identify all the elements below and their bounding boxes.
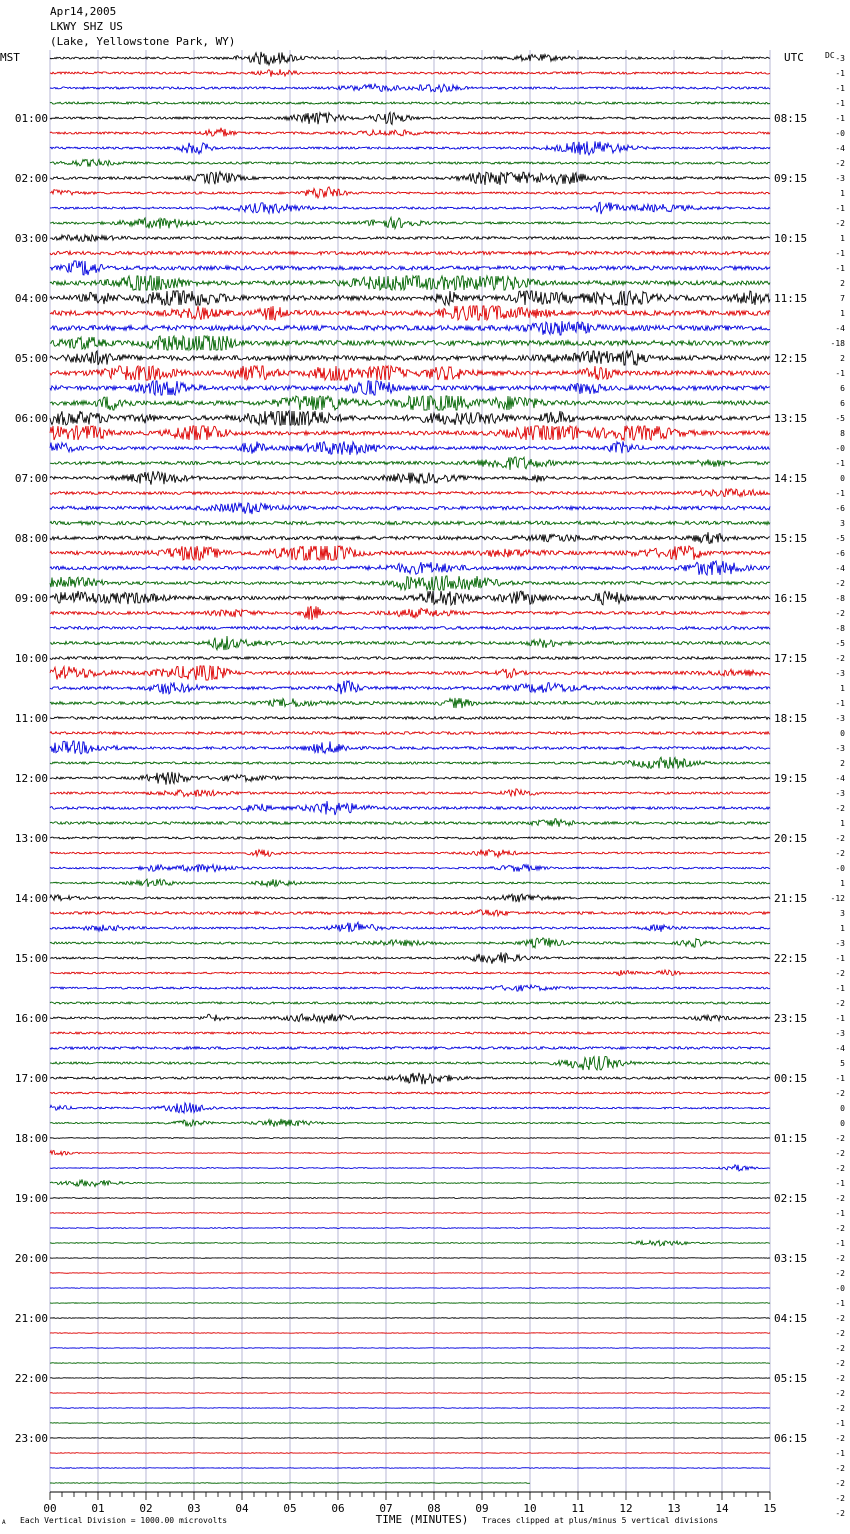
x-tick-label: 03 (187, 1502, 201, 1515)
dc-offset-label: 1 (840, 819, 845, 828)
hour-label-utc: 03:15 (774, 1252, 808, 1265)
hour-label-mst: 23:00 (14, 1432, 48, 1445)
hour-label-utc: 17:15 (774, 652, 808, 665)
seismic-trace (50, 321, 770, 335)
seismic-trace (50, 970, 770, 976)
dc-offset-label: -1 (835, 699, 845, 708)
dc-offset-label: -1 (835, 984, 845, 993)
hour-label-mst: 13:00 (14, 832, 48, 845)
seismic-trace (50, 521, 770, 525)
dc-offset-label: -1 (835, 69, 845, 78)
dc-offset-label: -2 (835, 804, 845, 813)
hour-label-mst: 16:00 (14, 1012, 48, 1025)
seismic-trace (50, 1047, 770, 1050)
x-tick-label: 00 (43, 1502, 57, 1515)
seismic-trace (50, 336, 770, 350)
hour-label-utc: 06:15 (774, 1432, 808, 1445)
dc-offset-label: 0 (840, 1119, 845, 1128)
dc-offset-label: -2 (835, 1479, 845, 1488)
seismic-trace (50, 732, 770, 735)
hour-label-mst: 21:00 (14, 1312, 48, 1325)
dc-offset-label: -3 (835, 714, 845, 723)
seismic-trace (50, 626, 770, 629)
dc-offset-label: -2 (835, 1509, 845, 1518)
seismic-trace (50, 84, 770, 92)
hour-label-utc: 01:15 (774, 1132, 808, 1145)
seismic-trace (50, 864, 770, 872)
x-tick-label: 11 (571, 1502, 585, 1515)
hour-label-mst: 03:00 (14, 232, 48, 245)
seismic-trace (50, 69, 770, 76)
dc-offset-label: -2 (835, 1404, 845, 1413)
dc-offset-label: -2 (835, 1194, 845, 1203)
hour-label-utc: 09:15 (774, 172, 808, 185)
dc-offset-label: -1 (835, 489, 845, 498)
hour-label-utc: 19:15 (774, 772, 808, 785)
seismic-trace (50, 837, 770, 839)
hour-label-mst: 10:00 (14, 652, 48, 665)
seismic-trace (50, 141, 770, 155)
x-tick-label: 15 (763, 1502, 777, 1515)
dc-offset-label: -3 (835, 1029, 845, 1038)
dc-offset-label: -2 (835, 1314, 845, 1323)
dc-offset-label: -3 (835, 669, 845, 678)
hour-label-utc: 13:15 (774, 412, 808, 425)
dc-offset-label: -2 (835, 579, 845, 588)
seismic-trace (50, 172, 770, 185)
dc-offset-label: -2 (835, 159, 845, 168)
dc-offset-label: -4 (835, 324, 845, 333)
seismic-trace (50, 1241, 770, 1246)
hour-label-mst: 07:00 (14, 472, 48, 485)
seismic-trace (50, 789, 770, 797)
seismic-trace (50, 922, 770, 932)
dc-offset-label: -2 (835, 1359, 845, 1368)
seismic-trace (50, 1138, 770, 1139)
dc-offset-label: -5 (835, 414, 845, 423)
seismic-trace (50, 1032, 770, 1034)
dc-offset-label: -2 (835, 1374, 845, 1383)
dc-offset-label: -3 (835, 174, 845, 183)
seismic-trace (50, 938, 770, 948)
hour-label-utc: 22:15 (774, 952, 808, 965)
seismic-trace (50, 1103, 770, 1113)
dc-offset-label: -2 (835, 1224, 845, 1233)
seismic-trace (50, 985, 770, 991)
seismic-trace (50, 1288, 770, 1289)
hour-label-utc: 04:15 (774, 1312, 808, 1325)
dc-offset-label: 1 (840, 234, 845, 243)
axis-labels (0, 51, 845, 1526)
seismic-trace (50, 503, 770, 514)
seismic-trace (50, 591, 770, 605)
x-tick-label: 10 (523, 1502, 537, 1515)
seismic-trace (50, 910, 770, 916)
seismic-trace (50, 1363, 770, 1364)
hour-label-utc: 08:15 (774, 112, 808, 125)
seismic-trace (50, 1318, 770, 1319)
dc-offset-label: 0 (840, 474, 845, 483)
seismic-trace (50, 291, 770, 305)
seismic-trace (50, 1073, 770, 1084)
hour-label-mst: 17:00 (14, 1072, 48, 1085)
x-tick-label: 14 (715, 1502, 729, 1515)
seismic-trace (50, 202, 770, 214)
dc-offset-label: -1 (835, 1179, 845, 1188)
seismic-trace (50, 306, 770, 320)
seismic-trace (50, 102, 770, 104)
seismic-trace (50, 52, 770, 65)
dc-offset-label: -0 (835, 129, 845, 138)
seismic-trace (50, 546, 770, 560)
hour-label-mst: 11:00 (14, 712, 48, 725)
seismic-trace (50, 251, 770, 255)
dc-offset-label: 7 (840, 294, 845, 303)
dc-offset-label: -2 (835, 219, 845, 228)
x-tick-label: 05 (283, 1502, 297, 1515)
dc-offset-label: 2 (840, 759, 845, 768)
seismic-trace (50, 1333, 770, 1334)
seismic-trace (50, 681, 770, 694)
dc-offset-label: -5 (835, 639, 845, 648)
dc-offset-label: -2 (835, 1494, 845, 1503)
header-station: LKWY SHZ US (50, 20, 123, 33)
dc-offset-label: -1 (835, 114, 845, 123)
dc-offset-label: -2 (835, 1149, 845, 1158)
hour-label-mst: 06:00 (14, 412, 48, 425)
hour-label-utc: 12:15 (774, 352, 808, 365)
hour-label-mst: 22:00 (14, 1372, 48, 1385)
dc-offset-label: -0 (835, 864, 845, 873)
seismic-trace (50, 1258, 770, 1259)
hour-label-mst: 09:00 (14, 592, 48, 605)
x-tick-label: 07 (379, 1502, 393, 1515)
dc-offset-label: -18 (830, 339, 845, 348)
dc-offset-label: -2 (835, 849, 845, 858)
dc-offset-label: -2 (835, 834, 845, 843)
hour-label-mst: 08:00 (14, 532, 48, 545)
seismic-trace (50, 819, 770, 827)
seismic-trace (50, 426, 770, 440)
seismic-trace (50, 741, 770, 754)
seismic-trace (50, 666, 770, 680)
seismic-trace (50, 381, 770, 395)
hour-label-utc: 16:15 (774, 592, 808, 605)
dc-offset-label: 6 (840, 399, 845, 408)
dc-offset-label: 6 (840, 384, 845, 393)
dc-offset-label: -1 (835, 84, 845, 93)
seismic-trace (50, 261, 770, 275)
dc-offset-label: -6 (835, 549, 845, 558)
dc-offset-label: 3 (840, 519, 845, 528)
hour-label-mst: 04:00 (14, 292, 48, 305)
seismic-trace (50, 1393, 770, 1394)
dc-offset-label: 1 (840, 924, 845, 933)
dc-offset-label: 1 (840, 309, 845, 318)
dc-offset-label: 0 (840, 729, 845, 738)
seismic-trace (50, 1002, 770, 1004)
seismic-trace (50, 187, 770, 198)
seismic-trace (50, 1453, 770, 1454)
seismic-trace (50, 879, 770, 887)
seismic-trace (50, 217, 770, 228)
footer-scale-note: Each Vertical Division = 1000.00 microvolts (20, 1516, 228, 1525)
dc-offset-label: 3 (840, 909, 845, 918)
hour-label-mst: 18:00 (14, 1132, 48, 1145)
hour-label-utc: 23:15 (774, 1012, 808, 1025)
footer-mark: A (2, 1519, 6, 1526)
dc-offset-label: -0 (835, 1284, 845, 1293)
seismic-trace (50, 1165, 770, 1171)
dc-offset-label: 5 (840, 1059, 845, 1068)
dc-offset-label: -1 (835, 99, 845, 108)
x-tick-label: 09 (475, 1502, 489, 1515)
dc-offset-label: -12 (830, 894, 845, 903)
dc-offset-label: 2 (840, 279, 845, 288)
right-axis-label: UTC (784, 51, 804, 64)
dc-offset-label: -4 (835, 564, 845, 573)
seismic-trace (50, 1378, 770, 1379)
dc-label: DC (825, 51, 835, 60)
dc-offset-label: -1 (835, 1449, 845, 1458)
seismic-trace (50, 112, 770, 124)
dc-offset-label: -2 (835, 1329, 845, 1338)
seismic-trace (50, 441, 770, 455)
seismic-trace (50, 1119, 770, 1127)
seismic-trace (50, 1438, 770, 1439)
dc-offset-label: -3 (835, 789, 845, 798)
seismic-trace (50, 128, 770, 137)
seismic-trace (50, 532, 770, 543)
dc-offset-label: 2 (840, 354, 845, 363)
seismic-trace (50, 952, 770, 963)
x-tick-label: 08 (427, 1502, 441, 1515)
seismic-trace (50, 894, 770, 902)
x-tick-label: 12 (619, 1502, 633, 1515)
dc-offset-label: -2 (835, 1344, 845, 1353)
header-location: (Lake, Yellowstone Park, WY) (50, 35, 236, 48)
dc-offset-label: -1 (835, 204, 845, 213)
seismic-trace (50, 1303, 770, 1304)
dc-offset-label: -2 (835, 609, 845, 618)
dc-offset-label: -2 (835, 1464, 845, 1473)
dc-offset-label: -8 (835, 624, 845, 633)
hour-label-mst: 02:00 (14, 172, 48, 185)
dc-offset-label: -2 (835, 1269, 845, 1278)
x-tick-label: 06 (331, 1502, 345, 1515)
hour-label-mst: 19:00 (14, 1192, 48, 1205)
dc-offset-label: -2 (835, 1089, 845, 1098)
seismic-trace (50, 1408, 770, 1409)
seismic-trace (50, 757, 770, 769)
seismic-trace (50, 1151, 770, 1156)
dc-offset-label: -5 (835, 534, 845, 543)
dc-offset-label: -6 (835, 504, 845, 513)
dc-offset-label: -2 (835, 999, 845, 1008)
dc-offset-label: -1 (835, 1419, 845, 1428)
seismic-trace (50, 411, 770, 425)
dc-offset-label: -8 (835, 594, 845, 603)
footer-clip-note: Traces clipped at plus/minus 5 vertical divisions (482, 1516, 719, 1525)
hour-label-mst: 20:00 (14, 1252, 48, 1265)
dc-offset-label: 1 (840, 189, 845, 198)
seismic-trace (50, 1228, 770, 1229)
hour-label-utc: 18:15 (774, 712, 808, 725)
seismic-trace (50, 1468, 770, 1469)
dc-offset-label: 1 (840, 684, 845, 693)
dc-offset-label: -2 (835, 654, 845, 663)
dc-offset-label: -2 (835, 1389, 845, 1398)
dc-offset-label: -4 (835, 1044, 845, 1053)
seismic-trace (50, 1273, 770, 1274)
dc-offset-label: -4 (835, 144, 845, 153)
seismic-trace (50, 772, 770, 785)
dc-offset-label: -1 (835, 954, 845, 963)
hour-label-mst: 14:00 (14, 892, 48, 905)
left-axis-label: MST (0, 51, 20, 64)
dc-offset-label: -2 (835, 1434, 845, 1443)
hour-label-mst: 12:00 (14, 772, 48, 785)
seismic-trace (50, 561, 770, 575)
dc-offset-label: 1 (840, 879, 845, 888)
seismic-trace (50, 235, 770, 242)
dc-offset-label: -1 (835, 1074, 845, 1083)
dc-offset-label: 0 (840, 1104, 845, 1113)
dc-offset-label: -1 (835, 1209, 845, 1218)
seismic-trace (50, 576, 770, 590)
hour-label-mst: 05:00 (14, 352, 48, 365)
x-tick-label: 01 (91, 1502, 105, 1515)
dc-offset-label: -2 (835, 969, 845, 978)
dc-offset-label: -3 (835, 939, 845, 948)
seismic-trace (50, 351, 770, 365)
dc-offset-label: 8 (840, 429, 845, 438)
dc-offset-label: -2 (835, 1134, 845, 1143)
hour-label-utc: 20:15 (774, 832, 808, 845)
seismic-trace (50, 1092, 770, 1094)
dc-offset-label: -1 (835, 1299, 845, 1308)
hour-label-utc: 21:15 (774, 892, 808, 905)
hour-label-utc: 10:15 (774, 232, 808, 245)
seismic-trace (50, 396, 770, 410)
seismic-trace (50, 471, 770, 484)
dc-offset-label: -3 (835, 54, 845, 63)
dc-offset-label: -1 (835, 249, 845, 258)
x-axis-title: TIME (MINUTES) (375, 1513, 469, 1526)
seismic-trace (50, 489, 770, 497)
seismic-trace (50, 1348, 770, 1349)
seismic-trace (50, 1213, 770, 1214)
x-tick-label: 04 (235, 1502, 249, 1515)
hour-label-utc: 14:15 (774, 472, 808, 485)
seismic-trace (50, 159, 770, 166)
seismic-trace (50, 606, 770, 620)
seismic-trace (50, 636, 770, 650)
hour-label-utc: 11:15 (774, 292, 808, 305)
dc-offset-label: -4 (835, 774, 845, 783)
dc-offset-label: -2 (835, 1164, 845, 1173)
dc-offset-label: -1 (835, 369, 845, 378)
seismic-trace (50, 801, 770, 815)
hour-label-utc: 02:15 (774, 1192, 808, 1205)
seismic-trace (50, 850, 770, 858)
seismic-trace (50, 657, 770, 660)
x-tick-label: 02 (139, 1502, 153, 1515)
dc-offset-label: -1 (835, 1239, 845, 1248)
hour-label-mst: 01:00 (14, 112, 48, 125)
hour-label-utc: 05:15 (774, 1372, 808, 1385)
dc-offset-label: -3 (835, 744, 845, 753)
seismic-trace (50, 276, 770, 290)
header-date: Apr14,2005 (50, 5, 117, 18)
seismic-trace (50, 717, 770, 720)
seismic-trace (50, 1198, 770, 1199)
seismic-trace (50, 1179, 770, 1186)
dc-offset-label: -1 (835, 264, 845, 273)
x-tick-label: 13 (667, 1502, 681, 1515)
minute-grid (50, 50, 770, 1492)
seismic-trace (50, 1056, 770, 1070)
hour-label-utc: 15:15 (774, 532, 808, 545)
seismic-trace (50, 1423, 770, 1424)
dc-offset-label: -0 (835, 444, 845, 453)
dc-offset-label: -1 (835, 459, 845, 468)
seismic-trace (50, 457, 770, 470)
seismic-traces (50, 52, 770, 1483)
seismic-trace (50, 366, 770, 380)
dc-offset-label: -2 (835, 1254, 845, 1263)
dc-offset-label: -1 (835, 1014, 845, 1023)
hour-label-mst: 15:00 (14, 952, 48, 965)
seismic-trace (50, 1014, 770, 1023)
hour-label-utc: 00:15 (774, 1072, 808, 1085)
seismic-trace (50, 698, 770, 708)
